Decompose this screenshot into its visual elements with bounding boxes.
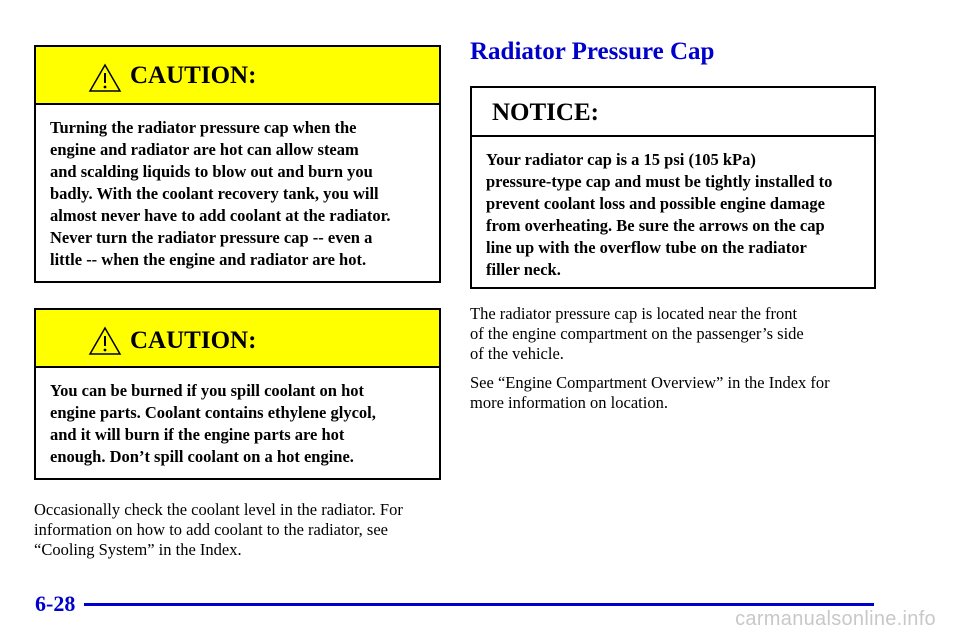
caution-line: enough. Don’t spill coolant on a hot engine. <box>50 447 354 466</box>
caution-text <box>36 368 439 468</box>
warning-triangle-icon <box>88 63 122 93</box>
coolant-check-paragraph <box>34 500 403 560</box>
see-index-paragraph <box>470 373 830 413</box>
caution-line: Turning the radiator pressure cap when the <box>50 118 357 137</box>
caution-line: little -- when the engine and radiator are hot. <box>50 250 367 269</box>
caution-header <box>36 310 439 368</box>
page-number: 6-28 <box>35 591 76 616</box>
paragraph-line: more information on location. <box>470 393 668 412</box>
paragraph-line: of the engine compartment on the passenger’s side <box>470 324 804 343</box>
caution-line: engine parts. Coolant contains ethylene glycol, <box>50 403 376 422</box>
paragraph-line: of the vehicle. <box>470 344 564 363</box>
notice-heading: NOTICE: <box>492 99 599 126</box>
footer-rule <box>84 603 874 606</box>
notice-text <box>472 137 874 281</box>
caution-heading: CAUTION: <box>130 62 257 89</box>
caution-line: Never turn the radiator pressure cap -- even a <box>50 228 373 247</box>
caution-line: almost never have to add coolant at the radiator. <box>50 206 391 225</box>
notice-line: prevent coolant loss and possible engine damage <box>486 194 825 213</box>
caution-line: You can be burned if you spill coolant on hot <box>50 381 365 400</box>
caution-line: engine and radiator are hot can allow steam <box>50 140 359 159</box>
notice-line: Your radiator cap is a 15 psi (105 kPa) <box>486 150 756 169</box>
paragraph-line: information on how to add coolant to the radiator, see <box>34 520 388 539</box>
notice-header <box>472 88 874 137</box>
paragraph-line: See “Engine Compartment Overview” in the Index for <box>470 373 830 392</box>
caution-line: and scalding liquids to blow out and burn you <box>50 162 373 181</box>
notice-line: pressure-type cap and must be tightly installed to <box>486 172 833 191</box>
caution-line: and it will burn if the engine parts are hot <box>50 425 345 444</box>
cap-location-paragraph <box>470 304 804 364</box>
warning-triangle-icon <box>88 326 122 356</box>
caution-box-steam <box>34 45 441 283</box>
paragraph-line: “Cooling System” in the Index. <box>34 540 242 559</box>
caution-heading: CAUTION: <box>130 327 257 354</box>
caution-line: badly. With the coolant recovery tank, you will <box>50 184 379 203</box>
notice-line: filler neck. <box>486 260 561 279</box>
notice-box <box>470 86 876 289</box>
notice-line: from overheating. Be sure the arrows on the cap <box>486 216 825 235</box>
section-title: Radiator Pressure Cap <box>470 38 715 65</box>
paragraph-line: The radiator pressure cap is located near the front <box>470 304 798 323</box>
caution-text <box>36 105 439 271</box>
notice-line: line up with the overflow tube on the radiator <box>486 238 807 257</box>
caution-box-burn <box>34 308 441 480</box>
caution-header <box>36 47 439 105</box>
paragraph-line: Occasionally check the coolant level in the radiator. For <box>34 500 403 519</box>
watermark: carmanualsonline.info <box>735 608 936 630</box>
